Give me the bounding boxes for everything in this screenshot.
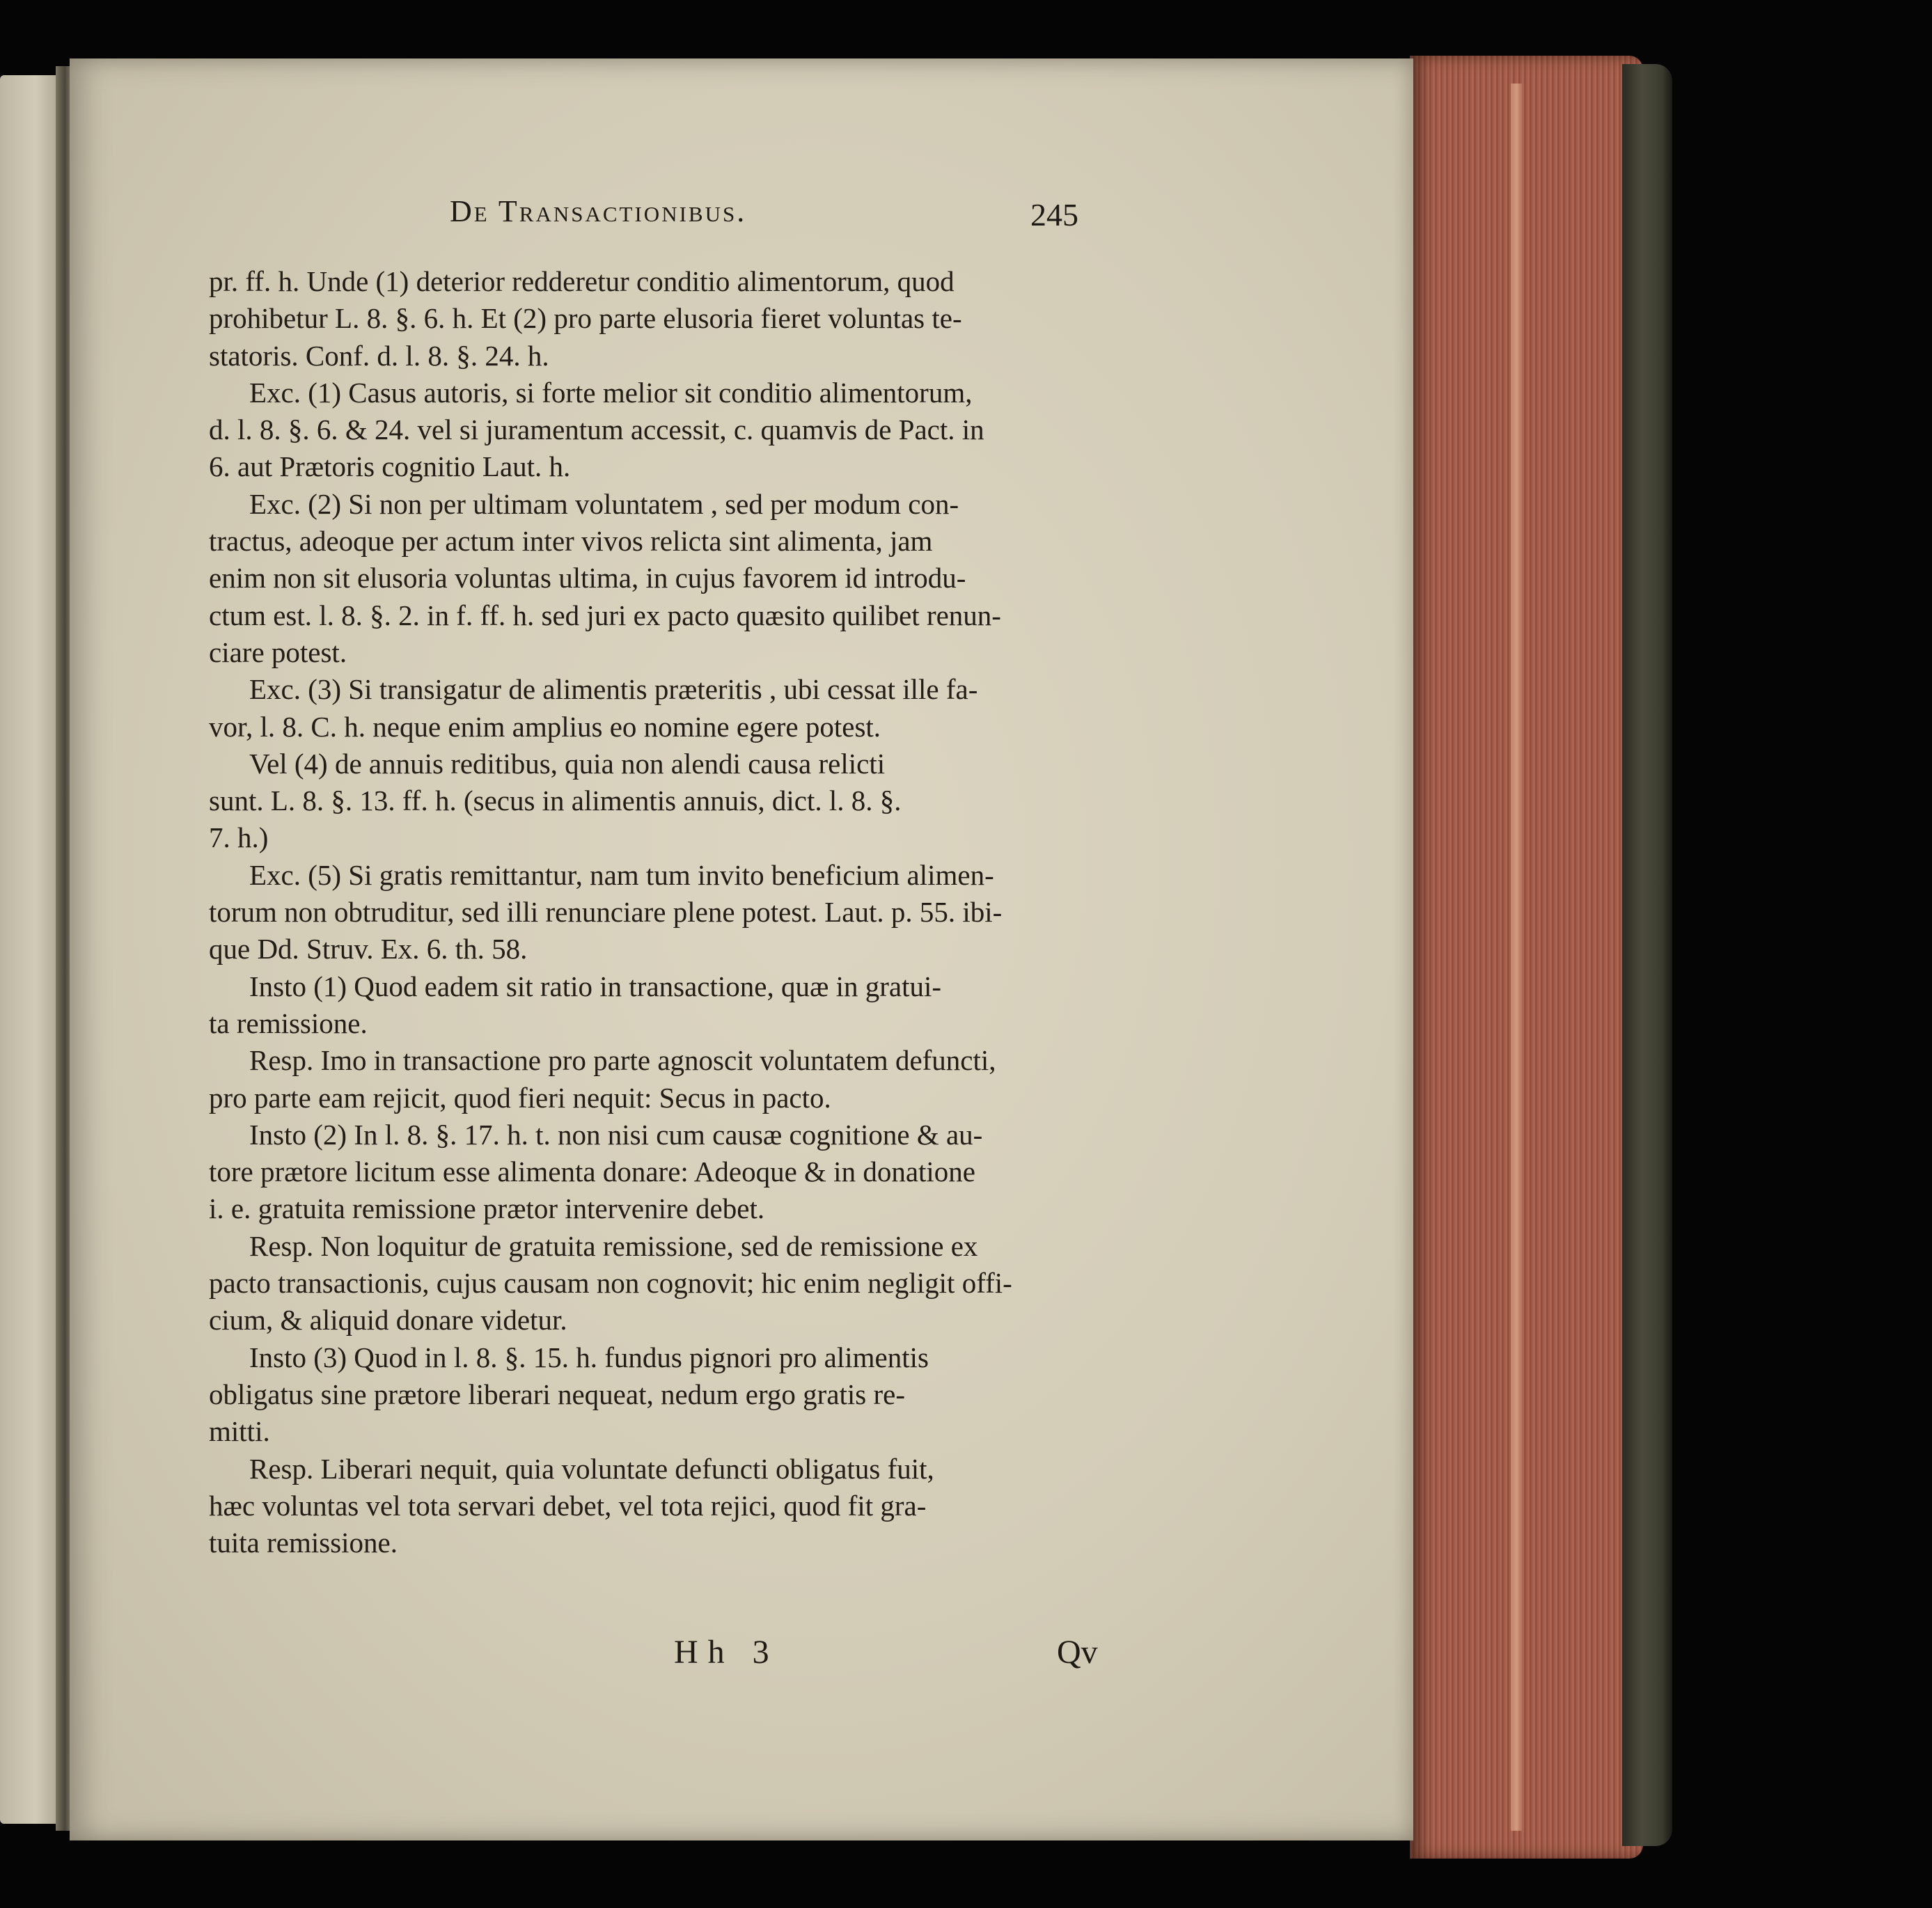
text-line: 7. h.): [209, 821, 269, 854]
text-line: Exc. (5) Si gratis remittantur, nam tum invito beneficium alimen-: [249, 858, 994, 891]
running-title: De Transactionibus.: [450, 194, 747, 228]
text-line: prohibetur L. 8. §. 6. h. Et (2) pro parte elusoria fieret voluntas te-: [209, 302, 962, 335]
text-line: Resp. Non loquitur de gratuita remissione, sed de remissione ex: [249, 1229, 978, 1262]
text-line: statoris. Conf. d. l. 8. §. 24. h.: [209, 339, 549, 372]
text-line: pacto transactionis, cujus causam non cognovit; hic enim negligit offi-: [209, 1267, 1012, 1300]
text-line: i. e. gratuita remissione prætor intervenire debet.: [209, 1192, 765, 1225]
text-line: tractus, adeoque per actum inter vivos relicta sint alimenta, jam: [209, 525, 933, 558]
text-line: Exc. (3) Si transigatur de alimentis præteritis , ubi cessat ille fa-: [249, 673, 978, 706]
text-line: mitti.: [209, 1415, 270, 1448]
text-line: pr. ff. h. Unde (1) deterior redderetur conditio alimentorum, quod: [209, 265, 955, 297]
text-line: sunt. L. 8. §. 13. ff. h. (secus in alimentis annuis, dict. l. 8. §.: [209, 785, 902, 817]
text-line: tuita remissione.: [209, 1527, 398, 1559]
text-line: Insto (2) In l. 8. §. 17. h. t. non nisi cum causæ cognitione & au-: [249, 1118, 983, 1151]
body-text: [209, 263, 1142, 1561]
text-line: Resp. Liberari nequit, quia voluntate defuncti obligatus fuit,: [249, 1452, 934, 1485]
text-line: tore prætore licitum esse alimenta donare: Adeoque & in donatione: [209, 1156, 975, 1188]
fore-edge-highlight: [1511, 84, 1522, 1831]
text-line: Insto (1) Quod eadem sit ratio in transactione, quæ in gratui-: [249, 970, 942, 1002]
text-line: ciare potest.: [209, 636, 347, 668]
text-line: Exc. (1) Casus autoris, si forte melior sit conditio alimentorum,: [249, 376, 973, 409]
text-line: 6. aut Prætoris cognitio Laut. h.: [209, 450, 571, 483]
text-line: Exc. (2) Si non per ultimam voluntatem , sed per modum con-: [249, 487, 959, 520]
text-line: enim non sit elusoria voluntas ultima, in cujus favorem id introdu-: [209, 562, 966, 594]
previous-page-edge: [0, 75, 64, 1824]
text-line: vor, l. 8. C. h. neque enim amplius eo nomine egere potest.: [209, 710, 881, 743]
catchword: Qv: [1057, 1634, 1098, 1671]
signature-mark: Hh 3: [674, 1634, 779, 1671]
page-block-fore-edge: [1410, 56, 1643, 1859]
book-cover-edge: [1622, 64, 1672, 1846]
text-line: cium, & aliquid donare videtur.: [209, 1304, 567, 1337]
text-line: pro parte eam rejicit, quod fieri nequit: Secus in pacto.: [209, 1081, 831, 1114]
text-line: Vel (4) de annuis reditibus, quia non alendi causa relicti: [249, 747, 886, 780]
text-line: ctum est. l. 8. §. 2. in f. ff. h. sed juri ex pacto quæsito quilibet renun-: [209, 599, 1001, 631]
text-line: Insto (3) Quod in l. 8. §. 15. h. fundus pignori pro alimentis: [249, 1341, 929, 1373]
text-line: hæc voluntas vel tota servari debet, vel tota rejici, quod fit gra-: [209, 1489, 927, 1522]
page-number: 245: [1030, 197, 1078, 232]
text-line: torum non obtruditur, sed illi renunciare plene potest. Laut. p. 55. ibi-: [209, 896, 1003, 929]
text-line: que Dd. Struv. Ex. 6. th. 58.: [209, 933, 528, 965]
text-line: obligatus sine prætore liberari nequeat, nedum ergo gratis re-: [209, 1378, 906, 1410]
text-line: Resp. Imo in transactione pro parte agnoscit voluntatem defuncti,: [249, 1044, 996, 1077]
text-line: ta remissione.: [209, 1007, 368, 1039]
text-line: d. l. 8. §. 6. & 24. vel si juramentum accessit, c. quamvis de Pact. in: [209, 413, 984, 446]
